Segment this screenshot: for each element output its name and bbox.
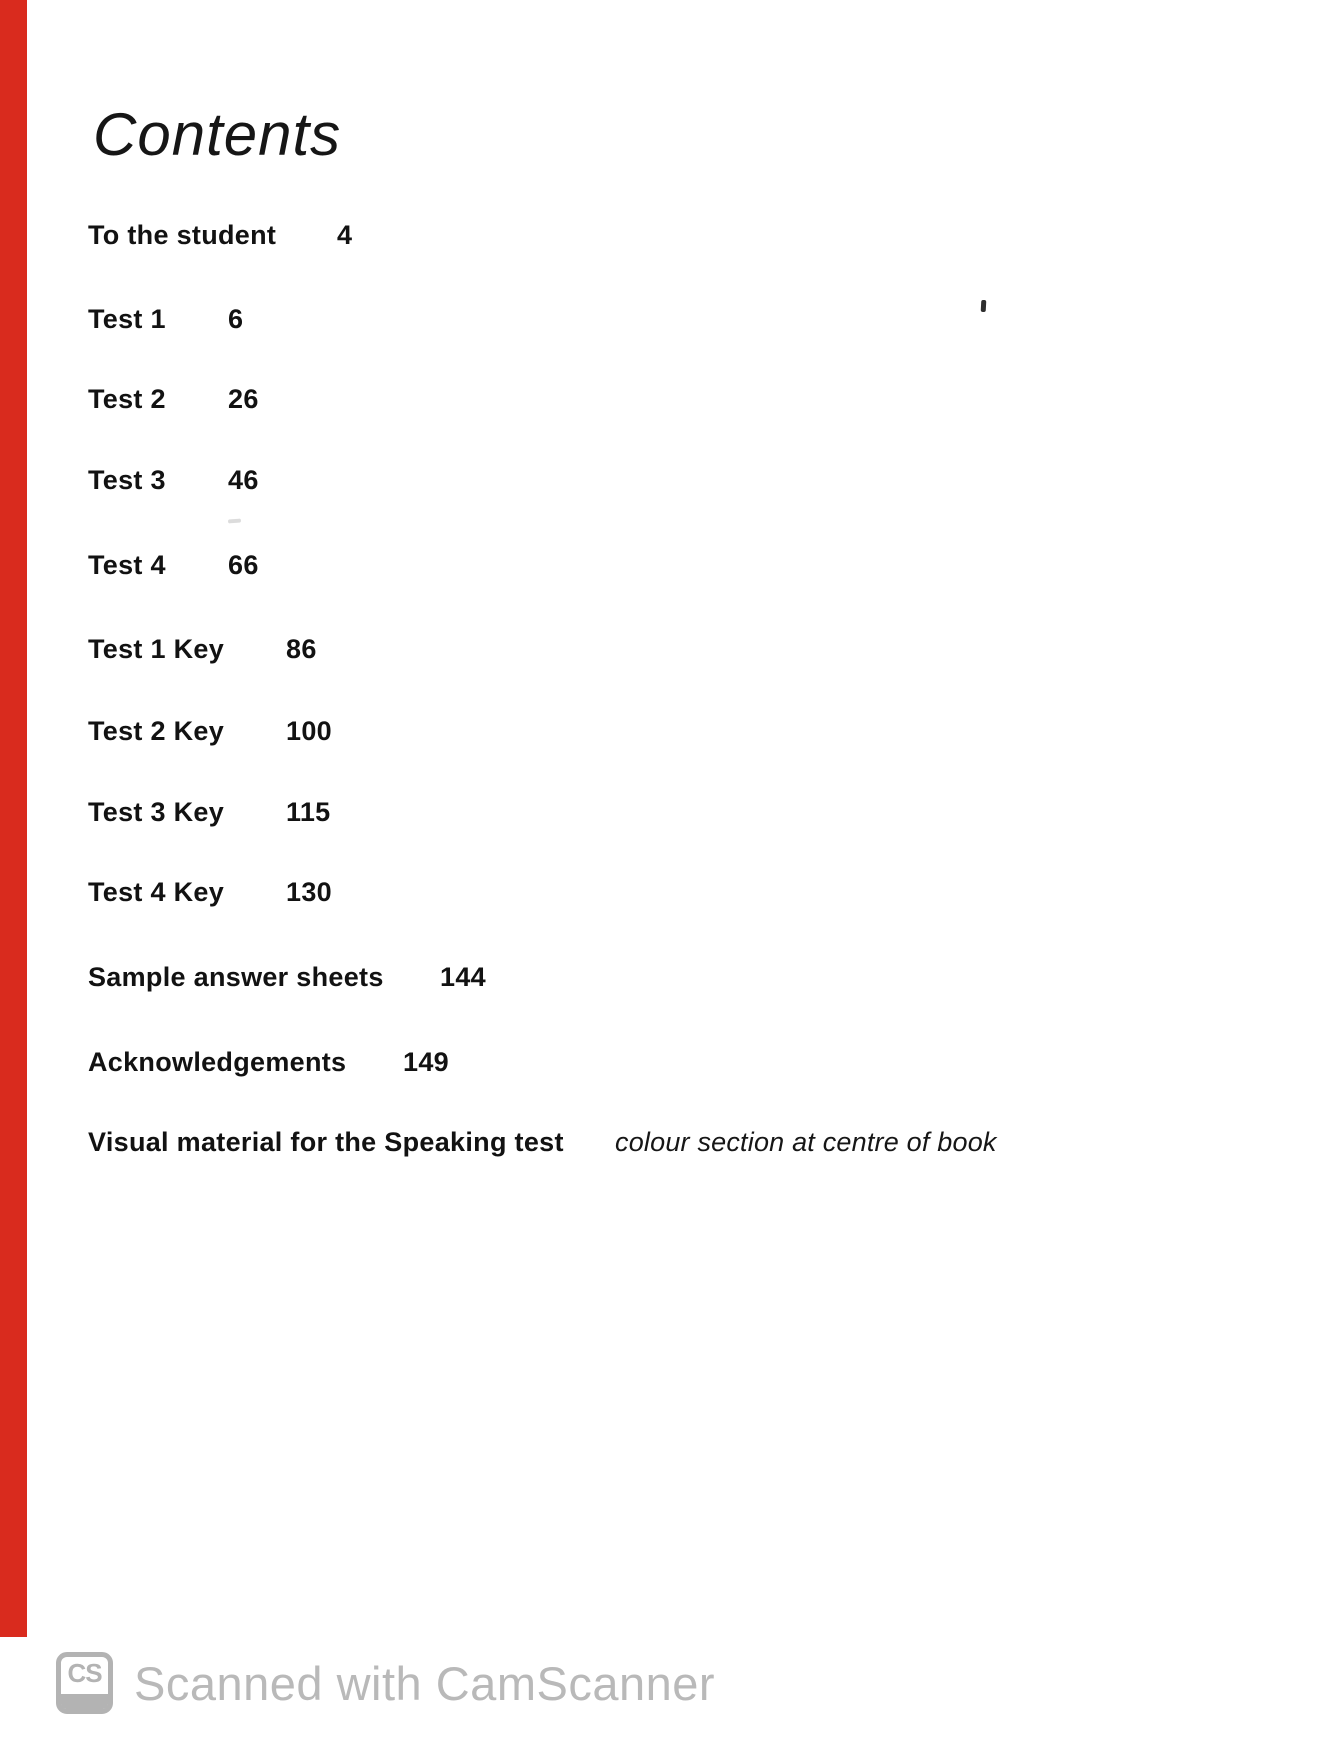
toc-row: [0, 552, 1100, 586]
camscanner-icon-bar: [61, 1694, 108, 1709]
toc-row: [0, 636, 1100, 670]
toc-row: [0, 964, 1100, 998]
toc-entry-label: Test 4: [88, 550, 166, 580]
toc-row: [0, 1129, 1100, 1163]
toc-row: [0, 222, 1100, 256]
camscanner-icon: [56, 1652, 113, 1714]
toc-entry-label: To the student: [88, 220, 277, 250]
toc-entry-label: Sample answer sheets: [88, 962, 384, 992]
toc-entry-label: Test 4 Key: [88, 877, 225, 907]
page-title: Contents: [93, 101, 342, 168]
toc-entry-label: Test 2: [88, 384, 166, 414]
toc-entry-page-number: 46: [228, 465, 259, 495]
toc-entry-label: Test 3 Key: [88, 797, 225, 827]
toc-row: [0, 467, 1100, 501]
toc-entry-label: Test 2 Key: [88, 716, 225, 746]
toc-entry-page-number: 144: [440, 962, 486, 992]
toc-entry-page-number: 26: [228, 384, 259, 414]
toc-entry-note: colour section at centre of book: [615, 1127, 997, 1157]
toc-entry-page-number: 100: [286, 716, 332, 746]
toc-entry-page-number: 149: [403, 1047, 449, 1077]
toc-entry-label: Acknowledgements: [88, 1047, 347, 1077]
toc-row: [0, 879, 1100, 913]
toc-entry-label: Test 1: [88, 304, 166, 334]
toc-entry-label: Test 3: [88, 465, 166, 495]
toc-row: [0, 306, 1100, 340]
toc-row: [0, 1049, 1100, 1083]
toc-entry-page-number: 130: [286, 877, 332, 907]
toc-entry-page-number: 86: [286, 634, 317, 664]
toc-row: [0, 799, 1100, 833]
scan-speck-dark: [981, 300, 987, 312]
scan-speck-faint: [228, 519, 241, 524]
toc-entry-label: Test 1 Key: [88, 634, 225, 664]
camscanner-icon-letters: CS: [67, 1658, 102, 1688]
toc-row: [0, 718, 1100, 752]
toc-entry-page-number: 4: [337, 220, 353, 250]
toc-entry-page-number: 115: [286, 797, 331, 827]
toc-row: [0, 386, 1100, 420]
toc-entry-label: Visual material for the Speaking test: [88, 1127, 564, 1157]
toc-entry-page-number: 6: [228, 304, 244, 334]
toc-entry-page-number: 66: [228, 550, 259, 580]
camscanner-text: Scanned with CamScanner: [134, 1657, 716, 1710]
